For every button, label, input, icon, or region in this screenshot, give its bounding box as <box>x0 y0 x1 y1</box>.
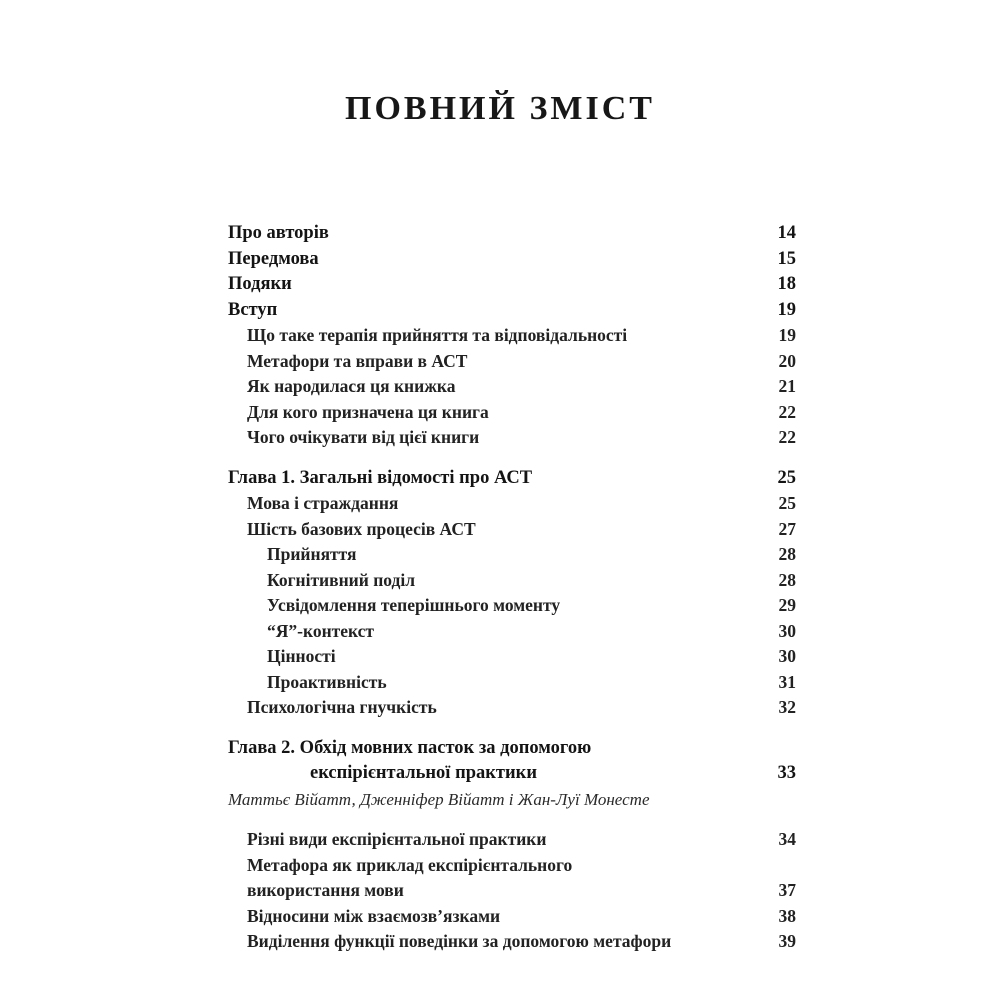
toc-entry <box>228 491 796 517</box>
toc-entry-page-number: 18 <box>777 274 796 294</box>
toc-entry <box>228 272 796 298</box>
toc-entry-page-number: 19 <box>778 325 796 345</box>
toc-entry-label: Різні види експірієнтальної практики <box>247 829 547 849</box>
toc-entry-page-number: 27 <box>778 518 796 539</box>
toc-entry <box>228 736 796 787</box>
toc-entry <box>228 349 796 375</box>
toc-entry-page-number: 25 <box>777 467 796 488</box>
toc-entry-page-number: 37 <box>778 880 796 900</box>
toc-entry <box>228 542 796 568</box>
toc-entry-page-number: 22 <box>778 427 796 447</box>
toc-entry-page-number: 22 <box>778 401 796 422</box>
toc-entry <box>228 425 796 451</box>
toc-entry <box>228 247 796 273</box>
toc-entry-label: Шість базових процесів АСТ <box>247 518 476 539</box>
toc-entry <box>228 644 796 670</box>
toc-entry-label: Маттьє Війатт, Дженніфер Війатт і Жан-Луї Монесте <box>228 789 650 809</box>
toc-entry <box>228 400 796 426</box>
toc-entry-label: Про авторів <box>228 223 329 243</box>
toc-entry <box>228 323 796 349</box>
toc-entry-page-number: 28 <box>778 569 796 590</box>
toc-entry-page-number: 15 <box>777 248 796 269</box>
toc-entry <box>228 374 796 400</box>
toc-entry-label: Вступ <box>228 299 278 320</box>
toc-entry-label: Цінності <box>267 646 336 666</box>
toc-entry-label: Чого очікувати від цієї книги <box>247 427 480 447</box>
toc-entry-page-number: 38 <box>778 905 796 926</box>
toc-entry-page-number: 29 <box>778 595 796 615</box>
toc-entry <box>228 619 796 645</box>
toc-entry-page-number: 39 <box>778 931 796 951</box>
toc-list <box>228 221 796 955</box>
toc-entry <box>228 670 796 696</box>
toc-entry-label: Передмова <box>228 248 319 269</box>
toc-entry <box>228 904 796 930</box>
toc-entry-page-number: 21 <box>778 376 796 396</box>
toc-entry-page-number: 33 <box>777 763 796 783</box>
toc-entry <box>228 787 796 813</box>
toc-entry-label: Проактивність <box>267 671 387 692</box>
toc-entry-page-number: 31 <box>778 671 796 692</box>
toc-entry <box>228 517 796 543</box>
toc-entry-page-number: 30 <box>778 646 796 666</box>
toc-entry-label: Метафора як приклад експірієнтального використання мови <box>247 854 573 900</box>
toc-entry-page-number: 30 <box>778 620 796 641</box>
toc-entry-label: “Я”-контекст <box>267 620 375 641</box>
toc-entry <box>228 466 796 492</box>
toc-entry-label: Виділення функції поведінки за допомогою метафори <box>247 931 672 951</box>
toc-entry-page-number: 28 <box>778 544 796 564</box>
toc-entry <box>228 221 796 247</box>
toc-entry-page-number: 20 <box>778 350 796 371</box>
toc-entry <box>228 853 796 904</box>
toc-entry-label: Глава 2. Обхід мовних пасток за допомогою експірієнтальної практики <box>228 737 592 783</box>
toc-entry-label: Для кого призначена ця книга <box>247 401 489 422</box>
toc-entry <box>228 827 796 853</box>
toc-entry-label: Усвідомлення теперішнього моменту <box>267 595 561 615</box>
toc-entry-page-number: 14 <box>777 223 796 243</box>
toc-entry <box>228 568 796 594</box>
toc-entry-page-number: 25 <box>778 493 796 513</box>
toc-entry-label: Прийняття <box>267 544 357 564</box>
toc-entry-label: Подяки <box>228 274 292 294</box>
toc-entry-label: Метафори та вправи в АСТ <box>247 350 468 371</box>
toc-entry-label: Мова і страждання <box>247 493 399 513</box>
toc-entry-page-number: 19 <box>777 299 796 320</box>
toc-entry-page-number: 32 <box>778 697 796 717</box>
toc-entry-label: Як народилася ця книжка <box>247 376 456 396</box>
page-title: ПОВНИЙ ЗМІСТ <box>345 90 655 127</box>
toc-entry-label: Психологічна гнучкість <box>247 697 437 717</box>
toc-entry-label: Когнітивний поділ <box>267 569 416 590</box>
toc-entry <box>228 929 796 955</box>
toc-entry <box>228 593 796 619</box>
toc-entry <box>228 298 796 324</box>
toc-entry-label: Відносини між взаємозв’язками <box>247 905 501 926</box>
toc-entry-label: Що таке терапія прийняття та відповідальності <box>247 325 628 345</box>
toc-entry-label: Глава 1. Загальні відомості про АСТ <box>228 467 533 488</box>
toc-entry-page-number: 34 <box>778 829 796 849</box>
toc-entry <box>228 695 796 721</box>
